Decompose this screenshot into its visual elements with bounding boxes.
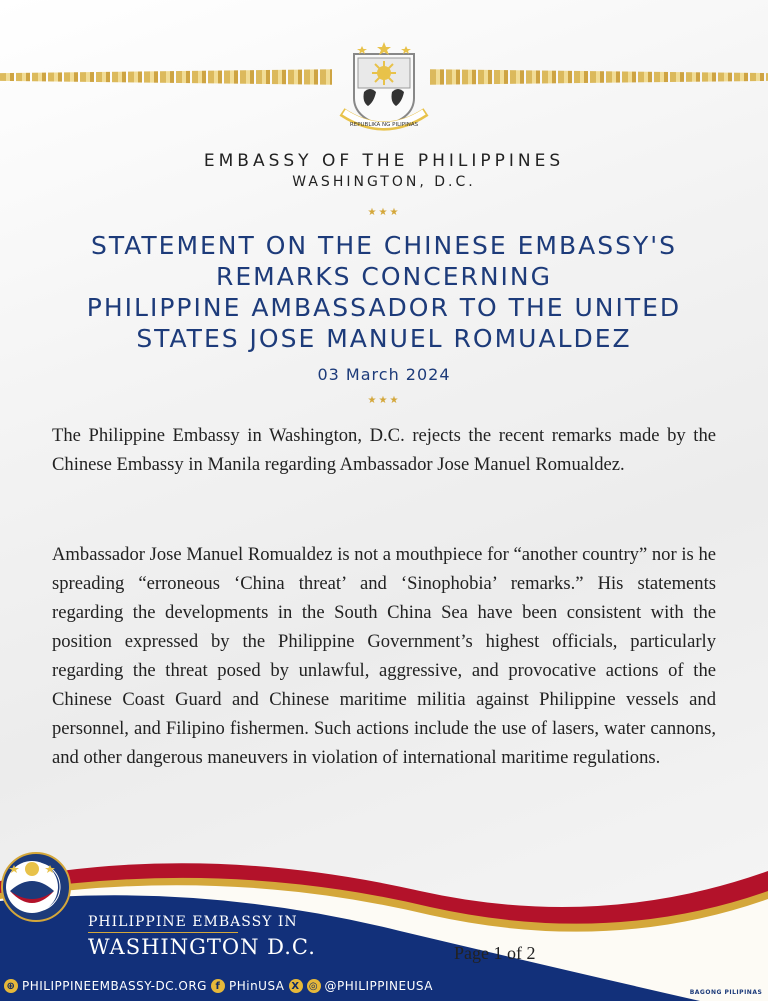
- bagong-pilipinas-logo-icon: [0, 851, 64, 921]
- twitter-instagram-link[interactable]: @PHILIPPINEUSA: [324, 979, 433, 993]
- instagram-icon: ◎: [307, 979, 321, 993]
- footer-divider: [88, 932, 238, 933]
- paragraph-1: The Philippine Embassy in Washington, D.C. rejects the recent remarks made by the Chinese Embassy in Manila regarding Ambassador Jose Manuel Romualdez.: [52, 425, 716, 475]
- gold-ornament-band-right: [430, 64, 768, 90]
- footer-label-line-2: WASHINGTON D.C.: [88, 935, 316, 959]
- title-line-1: STATEMENT ON THE CHINESE EMBASSY'S: [91, 231, 677, 260]
- title-line-3: PHILIPPINE AMBASSADOR TO THE UNITED: [86, 293, 682, 322]
- philippine-seal-icon: [334, 36, 434, 136]
- bagong-pilipinas-text: BAGONG PILIPINAS: [689, 989, 763, 996]
- seal-motto: REPUBLIKA NG PILIPINAS: [349, 122, 419, 128]
- x-twitter-icon: X: [289, 979, 303, 993]
- statement-title: [40, 230, 728, 354]
- gold-ornament-band-left: [0, 64, 332, 90]
- statement-date: 03 March 2024: [317, 365, 451, 384]
- facebook-icon: f: [211, 979, 225, 993]
- paragraph-2: Ambassador Jose Manuel Romualdez is not a mouthpiece for “another country” nor is he spreading “erroneous ‘China threat’ and ‘Sinophobia’ remarks.” His statements regarding the developments in the South China Sea have been consistent with the position expressed by the Philippine Government’s highest officials, particularly regarding the threat posed by unlawful, aggressive, and provocative actions of the Chinese Coast Guard and Chinese maritime militia against Philippine vessels and personnel, and Filipino fishermen. Such actions include the use of lasers, water cannons, and other dangerous maneuvers in violation of international maritime regulations.: [52, 544, 716, 768]
- embassy-name: EMBASSY OF THE PHILIPPINES: [203, 151, 565, 171]
- footer-label-line-1: PHILIPPINE EMBASSY IN: [88, 914, 298, 930]
- globe-icon: ⊕: [4, 979, 18, 993]
- title-line-2: REMARKS CONCERNING: [215, 262, 553, 291]
- embassy-city: WASHINGTON, D.C.: [292, 174, 476, 190]
- title-line-4: STATES JOSE MANUEL ROMUALDEZ: [136, 324, 632, 353]
- page-number: Page 1 of 2: [454, 943, 536, 963]
- stars-divider-top: ★★★: [367, 207, 401, 218]
- facebook-link[interactable]: PHinUSA: [228, 979, 285, 993]
- website-link[interactable]: PHILIPPINEEMBASSY-DC.ORG: [22, 979, 207, 993]
- social-links: [4, 979, 433, 993]
- stars-divider-bottom: ★★★: [367, 395, 401, 406]
- footer: [0, 851, 768, 1001]
